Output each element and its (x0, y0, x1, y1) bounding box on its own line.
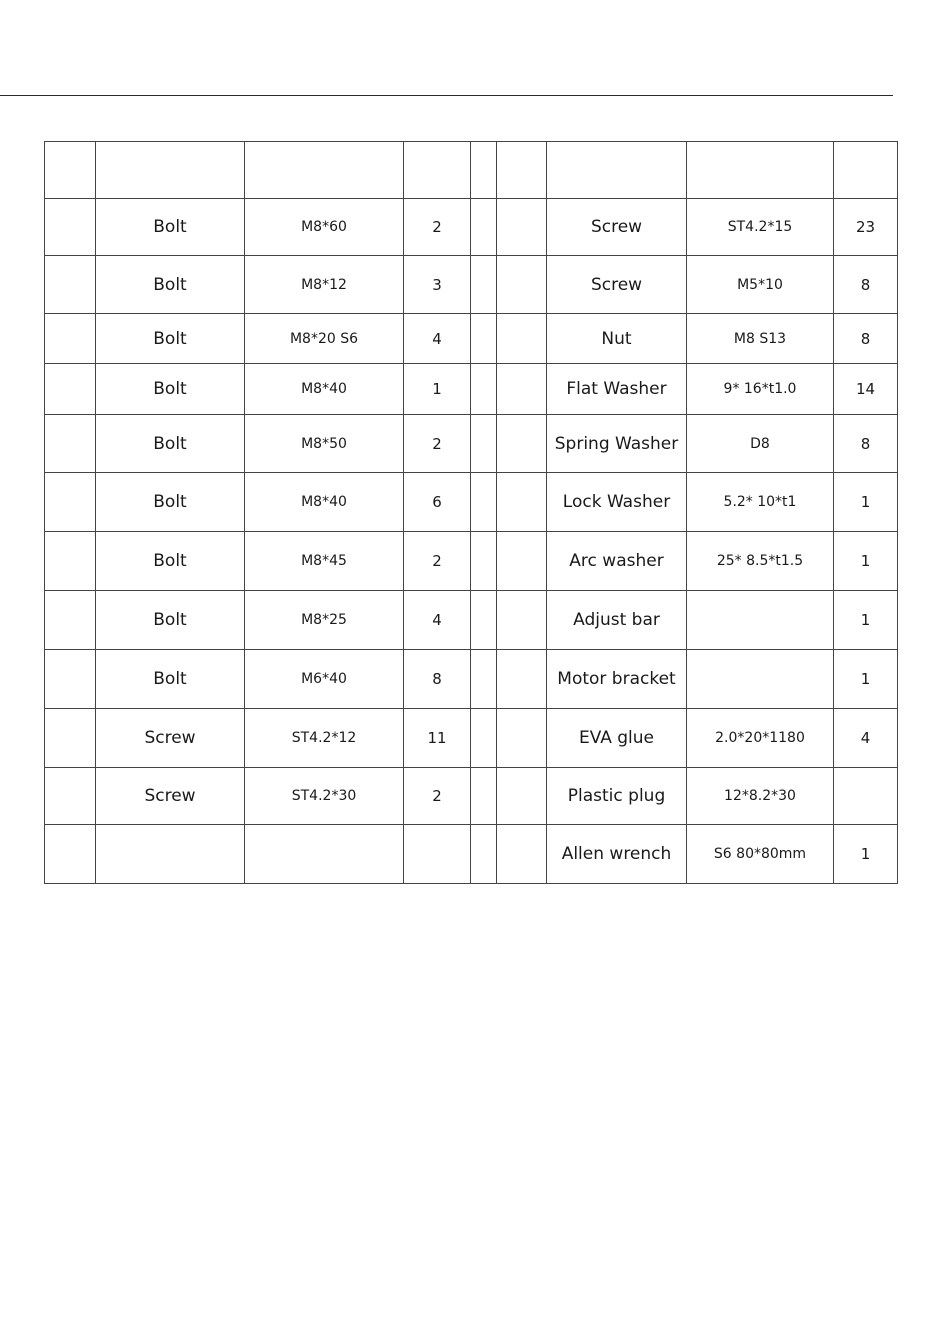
item-quantity-cell: 8 (404, 650, 471, 709)
item-spec-cell: D8 (687, 415, 834, 473)
column-gap (471, 591, 497, 650)
item-number-cell (45, 650, 96, 709)
table-row (45, 415, 898, 473)
table-row (45, 473, 898, 532)
item-name-cell: Screw (96, 709, 245, 768)
table-row (45, 591, 898, 650)
item-quantity-cell: 4 (834, 709, 898, 768)
table-row (45, 256, 898, 314)
item-quantity-cell: 8 (834, 415, 898, 473)
item-number-cell (45, 473, 96, 532)
table-row (45, 199, 898, 256)
item-spec-cell: 5.2* 10*t1 (687, 473, 834, 532)
item-number-cell (45, 825, 96, 884)
item-number-cell (45, 314, 96, 364)
column-gap (471, 768, 497, 825)
item-number-cell (497, 768, 547, 825)
item-quantity-cell: 1 (834, 532, 898, 591)
item-number-cell (45, 364, 96, 415)
header-cell-qty (834, 142, 898, 199)
parts-table-body (45, 142, 898, 884)
item-number-cell (497, 825, 547, 884)
item-number-cell (45, 532, 96, 591)
item-number-cell (45, 591, 96, 650)
header-cell-qty (404, 142, 471, 199)
item-number-cell (45, 199, 96, 256)
column-gap (471, 825, 497, 884)
item-name-cell: Bolt (96, 415, 245, 473)
item-quantity-cell: 23 (834, 199, 898, 256)
item-spec-cell: M8 S13 (687, 314, 834, 364)
item-number-cell (497, 364, 547, 415)
item-name-cell: Spring Washer (547, 415, 687, 473)
column-gap (471, 142, 497, 199)
item-spec-cell: 2.0*20*1180 (687, 709, 834, 768)
column-gap (471, 650, 497, 709)
item-quantity-cell: 1 (834, 650, 898, 709)
item-spec-cell: M8*40 (245, 473, 404, 532)
item-name-cell: Bolt (96, 364, 245, 415)
column-gap (471, 709, 497, 768)
table-row (45, 650, 898, 709)
item-quantity-cell: 1 (404, 364, 471, 415)
item-name-cell: Nut (547, 314, 687, 364)
item-name-cell: Bolt (96, 532, 245, 591)
item-quantity-cell: 8 (834, 256, 898, 314)
table-row (45, 709, 898, 768)
item-spec-cell (687, 650, 834, 709)
header-cell-spec (687, 142, 834, 199)
item-number-cell (497, 199, 547, 256)
item-quantity-cell: 2 (404, 199, 471, 256)
item-name-cell: Screw (547, 199, 687, 256)
table-row (45, 314, 898, 364)
item-quantity-cell: 1 (834, 825, 898, 884)
item-spec-cell: M8*40 (245, 364, 404, 415)
item-spec-cell: M8*60 (245, 199, 404, 256)
item-spec-cell: M8*25 (245, 591, 404, 650)
item-number-cell (497, 256, 547, 314)
item-name-cell: Bolt (96, 199, 245, 256)
table-row (45, 364, 898, 415)
item-number-cell (497, 591, 547, 650)
header-rule (0, 95, 893, 96)
item-quantity-cell: 2 (404, 768, 471, 825)
item-name-cell: Screw (96, 768, 245, 825)
item-spec-cell: M8*50 (245, 415, 404, 473)
item-number-cell (497, 415, 547, 473)
item-number-cell (497, 314, 547, 364)
table-row (45, 768, 898, 825)
item-name-cell: Bolt (96, 591, 245, 650)
item-name-cell: Lock Washer (547, 473, 687, 532)
column-gap (471, 256, 497, 314)
header-cell-no (45, 142, 96, 199)
item-quantity-cell (404, 825, 471, 884)
column-gap (471, 532, 497, 591)
item-spec-cell: 25* 8.5*t1.5 (687, 532, 834, 591)
parts-list-table (44, 141, 898, 884)
table-row (45, 532, 898, 591)
item-name-cell: Arc washer (547, 532, 687, 591)
item-number-cell (45, 768, 96, 825)
item-quantity-cell: 2 (404, 532, 471, 591)
item-name-cell: Flat Washer (547, 364, 687, 415)
item-number-cell (45, 256, 96, 314)
header-cell-name (547, 142, 687, 199)
table-row (45, 825, 898, 884)
item-spec-cell: M8*12 (245, 256, 404, 314)
item-spec-cell: ST4.2*15 (687, 199, 834, 256)
item-name-cell: Bolt (96, 314, 245, 364)
item-number-cell (497, 709, 547, 768)
item-name-cell: Adjust bar (547, 591, 687, 650)
item-name-cell: Bolt (96, 650, 245, 709)
header-cell-spec (245, 142, 404, 199)
item-number-cell (497, 532, 547, 591)
item-number-cell (45, 709, 96, 768)
item-quantity-cell: 4 (404, 591, 471, 650)
header-cell-no (497, 142, 547, 199)
item-quantity-cell: 8 (834, 314, 898, 364)
item-quantity-cell: 3 (404, 256, 471, 314)
item-quantity-cell: 11 (404, 709, 471, 768)
item-quantity-cell (834, 768, 898, 825)
item-name-cell: Screw (547, 256, 687, 314)
item-spec-cell: S6 80*80mm (687, 825, 834, 884)
item-quantity-cell: 1 (834, 473, 898, 532)
column-gap (471, 415, 497, 473)
column-gap (471, 473, 497, 532)
item-quantity-cell: 4 (404, 314, 471, 364)
item-quantity-cell: 1 (834, 591, 898, 650)
item-spec-cell (687, 591, 834, 650)
column-gap (471, 199, 497, 256)
item-spec-cell: 9* 16*t1.0 (687, 364, 834, 415)
item-spec-cell (245, 825, 404, 884)
table-header-row (45, 142, 898, 199)
item-number-cell (45, 415, 96, 473)
item-name-cell: Allen wrench (547, 825, 687, 884)
item-number-cell (497, 650, 547, 709)
item-spec-cell: M8*20 S6 (245, 314, 404, 364)
item-name-cell (96, 825, 245, 884)
item-quantity-cell: 6 (404, 473, 471, 532)
header-cell-name (96, 142, 245, 199)
item-name-cell: Bolt (96, 256, 245, 314)
item-spec-cell: M8*45 (245, 532, 404, 591)
item-number-cell (497, 473, 547, 532)
item-name-cell: EVA glue (547, 709, 687, 768)
column-gap (471, 364, 497, 415)
column-gap (471, 314, 497, 364)
item-spec-cell: M6*40 (245, 650, 404, 709)
item-spec-cell: ST4.2*30 (245, 768, 404, 825)
item-spec-cell: M5*10 (687, 256, 834, 314)
item-quantity-cell: 2 (404, 415, 471, 473)
item-spec-cell: 12*8.2*30 (687, 768, 834, 825)
item-name-cell: Motor bracket (547, 650, 687, 709)
item-name-cell: Plastic plug (547, 768, 687, 825)
item-name-cell: Bolt (96, 473, 245, 532)
item-spec-cell: ST4.2*12 (245, 709, 404, 768)
item-quantity-cell: 14 (834, 364, 898, 415)
